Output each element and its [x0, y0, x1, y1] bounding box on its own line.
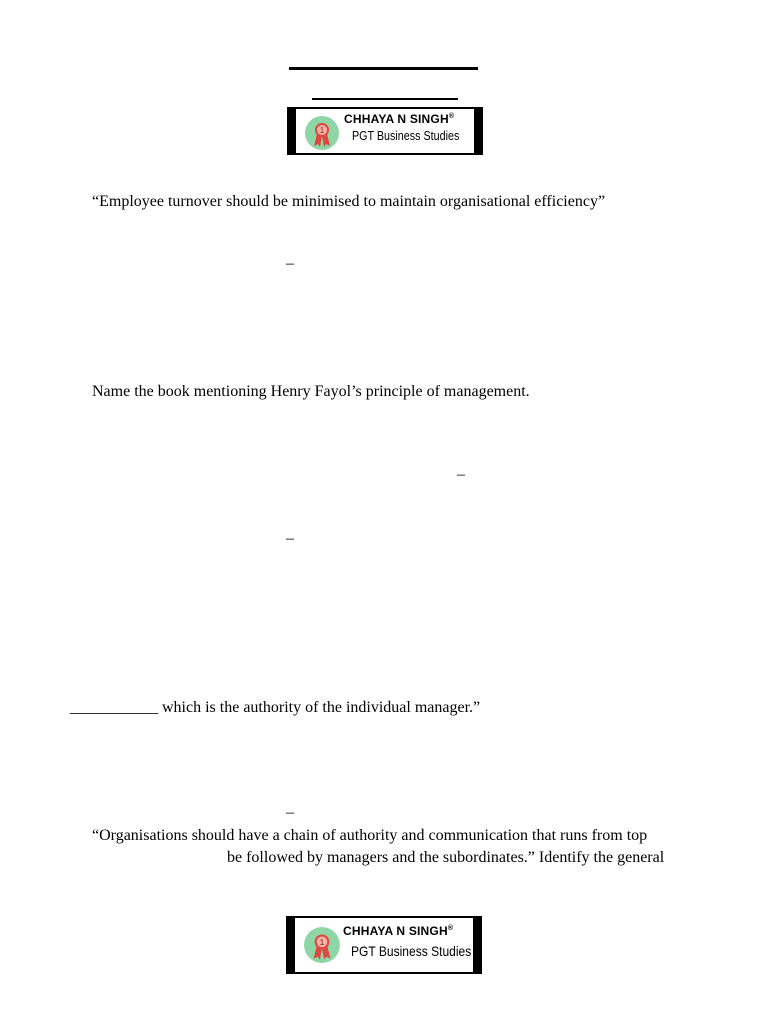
- svg-text:1: 1: [319, 937, 325, 947]
- question-authority-blank: ___________ which is the authority of the individual manager.”: [70, 699, 481, 716]
- blank-dash: –: [286, 255, 294, 272]
- logo-subtitle: PGT Business Studies: [351, 943, 472, 959]
- brand-logo-bottom: [286, 916, 482, 974]
- logo-name: CHHAYA N SINGH®: [343, 924, 454, 938]
- blank-dash: –: [457, 466, 465, 483]
- award-badge-icon: [303, 926, 341, 964]
- logo-name: CHHAYA N SINGH®: [344, 112, 455, 126]
- blank-dash: –: [286, 530, 294, 547]
- question-chain-authority-line1: “Organisations should have a chain of authority and communication that runs from top: [92, 827, 648, 844]
- blank-dash: –: [286, 804, 294, 821]
- question-chain-authority-line2: be followed by managers and the subordinates.” Identify the general: [227, 849, 665, 866]
- header-rule-bottom: [312, 98, 458, 100]
- brand-logo-top: [287, 107, 483, 155]
- logo-subtitle: PGT Business Studies: [352, 129, 460, 143]
- question-fayol-book: Name the book mentioning Henry Fayol’s principle of management.: [92, 383, 530, 400]
- svg-text:1: 1: [319, 126, 325, 135]
- header-rule-top: [289, 67, 478, 70]
- award-badge-icon: [304, 115, 340, 151]
- question-employee-turnover: “Employee turnover should be minimised to maintain organisational efficiency”: [92, 193, 606, 210]
